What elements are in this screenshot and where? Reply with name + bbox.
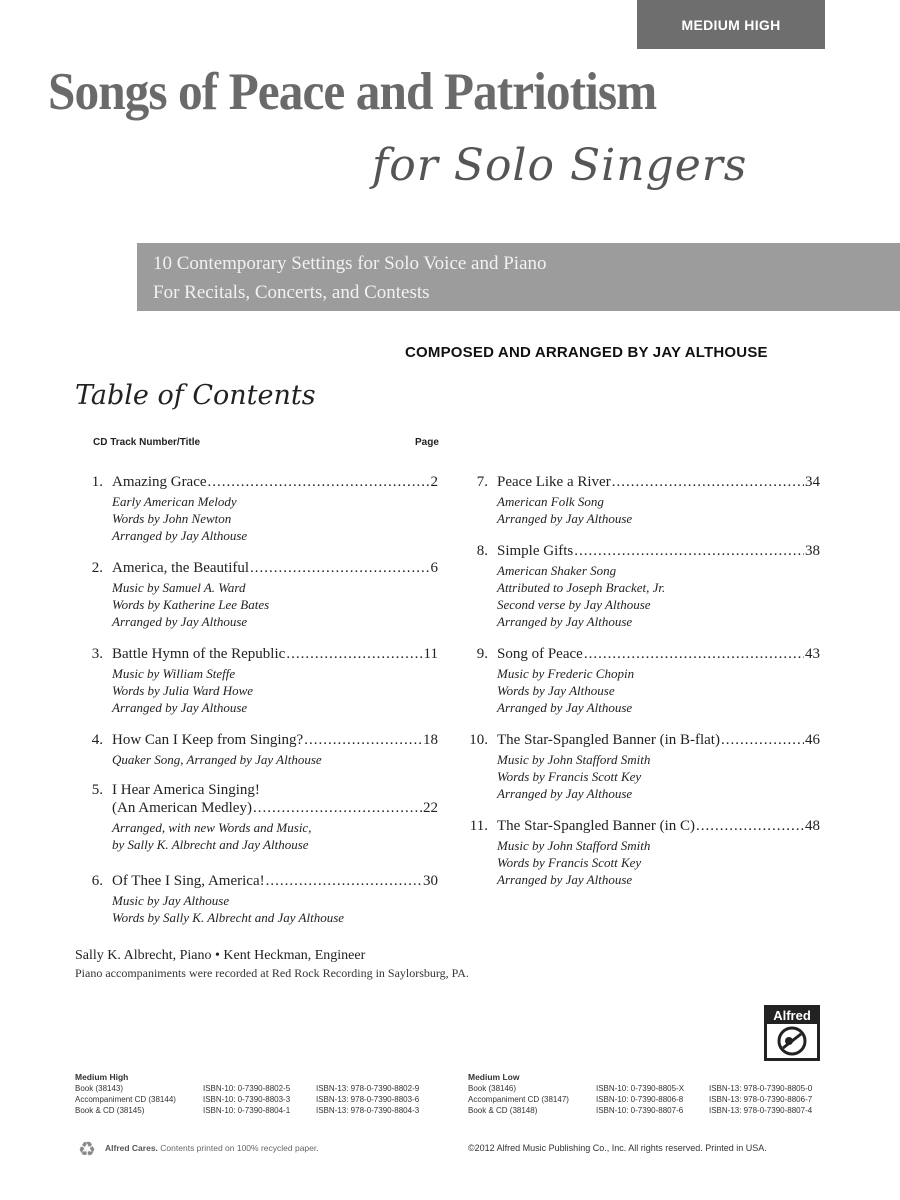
recording-credit: Sally K. Albrecht, Piano • Kent Heckman, Engineer	[75, 948, 366, 963]
isbn-product: Book & CD (38148)	[468, 1106, 538, 1115]
toc-entry-credit: Words by Katherine Lee Bates	[112, 597, 270, 612]
toc-entry-credits	[75, 665, 438, 716]
toc-entry-page: 43	[805, 646, 820, 662]
toc-entry-title: Song of Peace	[497, 646, 583, 662]
isbn-13: ISBN-13: 978-0-7390-8804-3	[316, 1106, 420, 1115]
toc-entry-title-row	[460, 473, 820, 491]
toc-entry-page: 48	[805, 818, 820, 834]
toc-entry-credit: Words by Francis Scott Key	[497, 769, 642, 784]
toc-heading: Table of Contents	[75, 380, 316, 411]
toc-entry-title-row	[75, 731, 438, 749]
recycle-icon: ♻	[78, 1139, 96, 1161]
toc-entry-page: 34	[805, 474, 820, 490]
toc-entry	[75, 731, 438, 768]
toc-entry-title-row	[460, 542, 820, 560]
toc-entry-credit: Arranged, with new Words and Music,	[112, 820, 312, 835]
toc-entry-page: 2	[430, 474, 438, 490]
isbn-row	[75, 1105, 419, 1116]
isbn-heading: Medium High	[75, 1072, 129, 1082]
toc-entry-title-row	[75, 473, 438, 491]
isbn-product: Book (38143)	[75, 1084, 124, 1093]
toc-entry-credit: Music by John Stafford Smith	[497, 752, 651, 767]
recycled-paper-note	[105, 1143, 319, 1153]
toc-entry-credit: by Sally K. Albrecht and Jay Althouse	[112, 837, 309, 852]
toc-entry-credit: Music by John Stafford Smith	[497, 838, 651, 853]
isbn-row	[75, 1094, 419, 1105]
toc-entry-credits	[75, 579, 438, 630]
toc-leader-dots	[584, 645, 804, 663]
isbn-row	[468, 1094, 812, 1105]
toc-entry-title: America, the Beautiful	[112, 560, 250, 576]
isbn-block-medium-low	[468, 1072, 812, 1116]
toc-entry-credit: Music by William Steffe	[112, 666, 236, 681]
toc-entry-number: 5.	[91, 782, 103, 798]
toc-entry	[75, 645, 438, 716]
isbn-product: Accompaniment CD (38147)	[468, 1095, 569, 1104]
toc-entry-title-row	[75, 781, 438, 799]
toc-entry-credit: Music by Samuel A. Ward	[112, 580, 246, 595]
toc-entry-credit: Words by John Newton	[112, 511, 232, 526]
toc-column-track-header: CD Track Number/Title	[93, 437, 201, 448]
toc-entry-number: 6.	[91, 873, 103, 889]
isbn-10: ISBN-10: 0-7390-8805-X	[596, 1084, 685, 1093]
toc-entry-title-row	[460, 645, 820, 663]
toc-entry	[460, 542, 820, 630]
alfred-cares-label: Alfred Cares.	[105, 1143, 158, 1153]
toc-leader-dots	[286, 645, 422, 663]
isbn-product: Book & CD (38145)	[75, 1106, 145, 1115]
toc-entry-credits	[460, 837, 820, 888]
toc-entry	[75, 872, 438, 926]
alfred-logo	[764, 1005, 820, 1061]
toc-entry-number: 10.	[469, 732, 488, 748]
toc-entry-credit: Words by Julia Ward Howe	[112, 683, 254, 698]
toc-entry-credit: Music by Jay Althouse	[112, 893, 230, 908]
toc-entry-number: 7.	[476, 474, 488, 490]
toc-entry-title: Simple Gifts	[497, 543, 574, 559]
isbn-10: ISBN-10: 0-7390-8804-1	[203, 1106, 291, 1115]
toc-entry-title: Of Thee I Sing, America!	[112, 873, 265, 889]
toc-column-page-header: Page	[415, 437, 439, 448]
toc-entry-credit: Arranged by Jay Althouse	[112, 528, 248, 543]
toc-entry-number: 11.	[469, 818, 488, 834]
toc-entry-credit: Arranged by Jay Althouse	[112, 614, 248, 629]
toc-entry-credit: Music by Frederic Chopin	[497, 666, 635, 681]
toc-entry-credit: Arranged by Jay Althouse	[497, 872, 633, 887]
toc-entry-page: 38	[805, 543, 820, 559]
isbn-13: ISBN-13: 978-0-7390-8803-6	[316, 1095, 420, 1104]
toc-entry-title-continued: (An American Medley)	[112, 800, 252, 816]
toc-entry-title: Amazing Grace	[112, 474, 207, 490]
toc-leader-dots	[574, 542, 804, 560]
toc-entry-credit: American Shaker Song	[497, 563, 617, 578]
toc-leader-dots	[266, 872, 422, 890]
toc-leader-dots	[304, 731, 422, 749]
toc-entry-credit: Words by Jay Althouse	[497, 683, 615, 698]
toc-entry-credit: Quaker Song, Arranged by Jay Althouse	[112, 752, 322, 767]
toc-entry-number: 4.	[91, 732, 103, 748]
toc-entry-number: 9.	[476, 646, 488, 662]
toc-entry	[460, 731, 820, 802]
description-line-1: 10 Contemporary Settings for Solo Voice and Piano	[153, 253, 547, 274]
toc-entry	[460, 817, 820, 888]
voice-badge: MEDIUM HIGH	[637, 0, 825, 49]
toc-entry-credit: Words by Sally K. Albrecht and Jay Althouse	[112, 910, 345, 925]
toc-leader-dots	[612, 473, 804, 491]
toc-entry-title-row	[75, 872, 438, 890]
toc-entry-title-row	[75, 559, 438, 577]
toc-entry-credits	[75, 819, 438, 853]
toc-entry-credits	[460, 562, 820, 630]
isbn-13: ISBN-13: 978-0-7390-8807-4	[709, 1106, 813, 1115]
isbn-product: Accompaniment CD (38144)	[75, 1095, 176, 1104]
isbn-10: ISBN-10: 0-7390-8802-5	[203, 1084, 291, 1093]
isbn-10: ISBN-10: 0-7390-8803-3	[203, 1095, 291, 1104]
toc-entry-credit: Arranged by Jay Althouse	[112, 700, 248, 715]
toc-entry-number: 1.	[91, 474, 103, 490]
isbn-13: ISBN-13: 978-0-7390-8805-0	[709, 1084, 813, 1093]
toc-leader-dots	[208, 473, 430, 491]
toc-leader-dots	[253, 799, 422, 817]
toc-entry	[75, 781, 438, 853]
toc-entry-title: The Star-Spangled Banner (in C)	[497, 818, 695, 834]
toc-entry-credit: Words by Francis Scott Key	[497, 855, 642, 870]
toc-entry	[460, 473, 820, 527]
toc-entry-credit: Attributed to Joseph Bracket, Jr.	[497, 580, 666, 595]
toc-entry-credits	[75, 493, 438, 544]
toc-entry-credits	[460, 751, 820, 802]
toc-entry-page: 18	[423, 732, 438, 748]
toc-leader-dots	[721, 731, 804, 749]
toc-entry	[460, 645, 820, 716]
description-line-2: For Recitals, Concerts, and Contests	[153, 282, 430, 303]
isbn-13: ISBN-13: 978-0-7390-8802-9	[316, 1084, 420, 1093]
toc-entry-page: 22	[423, 800, 438, 816]
toc-entry-credits	[460, 665, 820, 716]
isbn-block-medium-high	[75, 1072, 419, 1116]
alfred-logo-icon	[767, 1024, 817, 1058]
toc-entry-title: I Hear America Singing!	[112, 782, 260, 798]
isbn-product: Book (38146)	[468, 1084, 517, 1093]
toc-entry-title: The Star-Spangled Banner (in B-flat)	[497, 732, 720, 748]
toc-entry-title: Peace Like a River	[497, 474, 611, 490]
toc-entry-page: 11	[423, 646, 438, 662]
toc-entry-number: 2.	[91, 560, 103, 576]
toc-entry-credits	[460, 493, 820, 527]
isbn-row	[468, 1083, 812, 1094]
toc-entry-number: 3.	[91, 646, 103, 662]
toc-entry-credit: Arranged by Jay Althouse	[497, 511, 633, 526]
recording-location: Piano accompaniments were recorded at Red Rock Recording in Saylorsburg, PA.	[75, 966, 469, 980]
toc-entry-credit: Early American Melody	[112, 494, 237, 509]
toc-entry-page: 6	[430, 560, 438, 576]
toc-entry-title-row	[75, 799, 438, 817]
toc-entry-credit: Arranged by Jay Althouse	[497, 786, 633, 801]
isbn-10: ISBN-10: 0-7390-8807-6	[596, 1106, 684, 1115]
toc-entry-credit: Arranged by Jay Althouse	[497, 700, 633, 715]
toc-leader-dots	[696, 817, 804, 835]
toc-entry-page: 46	[805, 732, 820, 748]
toc-entry-credits	[75, 751, 438, 768]
toc-entry-credit: American Folk Song	[497, 494, 604, 509]
toc-entry	[75, 559, 438, 630]
toc-entry-title: Battle Hymn of the Republic	[112, 646, 286, 662]
toc-entry-page: 30	[423, 873, 438, 889]
toc-entry-title-row	[75, 645, 438, 663]
toc-entry-title-row	[460, 731, 820, 749]
toc-entry-credit: Second verse by Jay Althouse	[497, 597, 651, 612]
isbn-row	[75, 1083, 419, 1094]
toc-entry	[75, 473, 438, 544]
copyright-notice: ©2012 Alfred Music Publishing Co., Inc. All rights reserved. Printed in USA.	[468, 1143, 767, 1153]
isbn-13: ISBN-13: 978-0-7390-8806-7	[709, 1095, 813, 1104]
toc-entry-credit: Arranged by Jay Althouse	[497, 614, 633, 629]
toc-leader-dots	[250, 559, 429, 577]
toc-entry-number: 8.	[476, 543, 488, 559]
page-title: Songs of Peace and Patriotism	[48, 63, 657, 121]
isbn-10: ISBN-10: 0-7390-8806-8	[596, 1095, 684, 1104]
isbn-row	[468, 1105, 812, 1116]
page-subtitle: for Solo Singers	[372, 140, 748, 191]
recycled-paper-text: Contents printed on 100% recycled paper.	[160, 1143, 319, 1153]
toc-entry-credits	[75, 892, 438, 926]
alfred-logo-text: Alfred	[767, 1008, 817, 1024]
isbn-heading: Medium Low	[468, 1072, 520, 1082]
composer-credit: COMPOSED AND ARRANGED BY JAY ALTHOUSE	[405, 344, 768, 361]
toc-entry-title-row	[460, 817, 820, 835]
toc-entry-title: How Can I Keep from Singing?	[112, 732, 304, 748]
